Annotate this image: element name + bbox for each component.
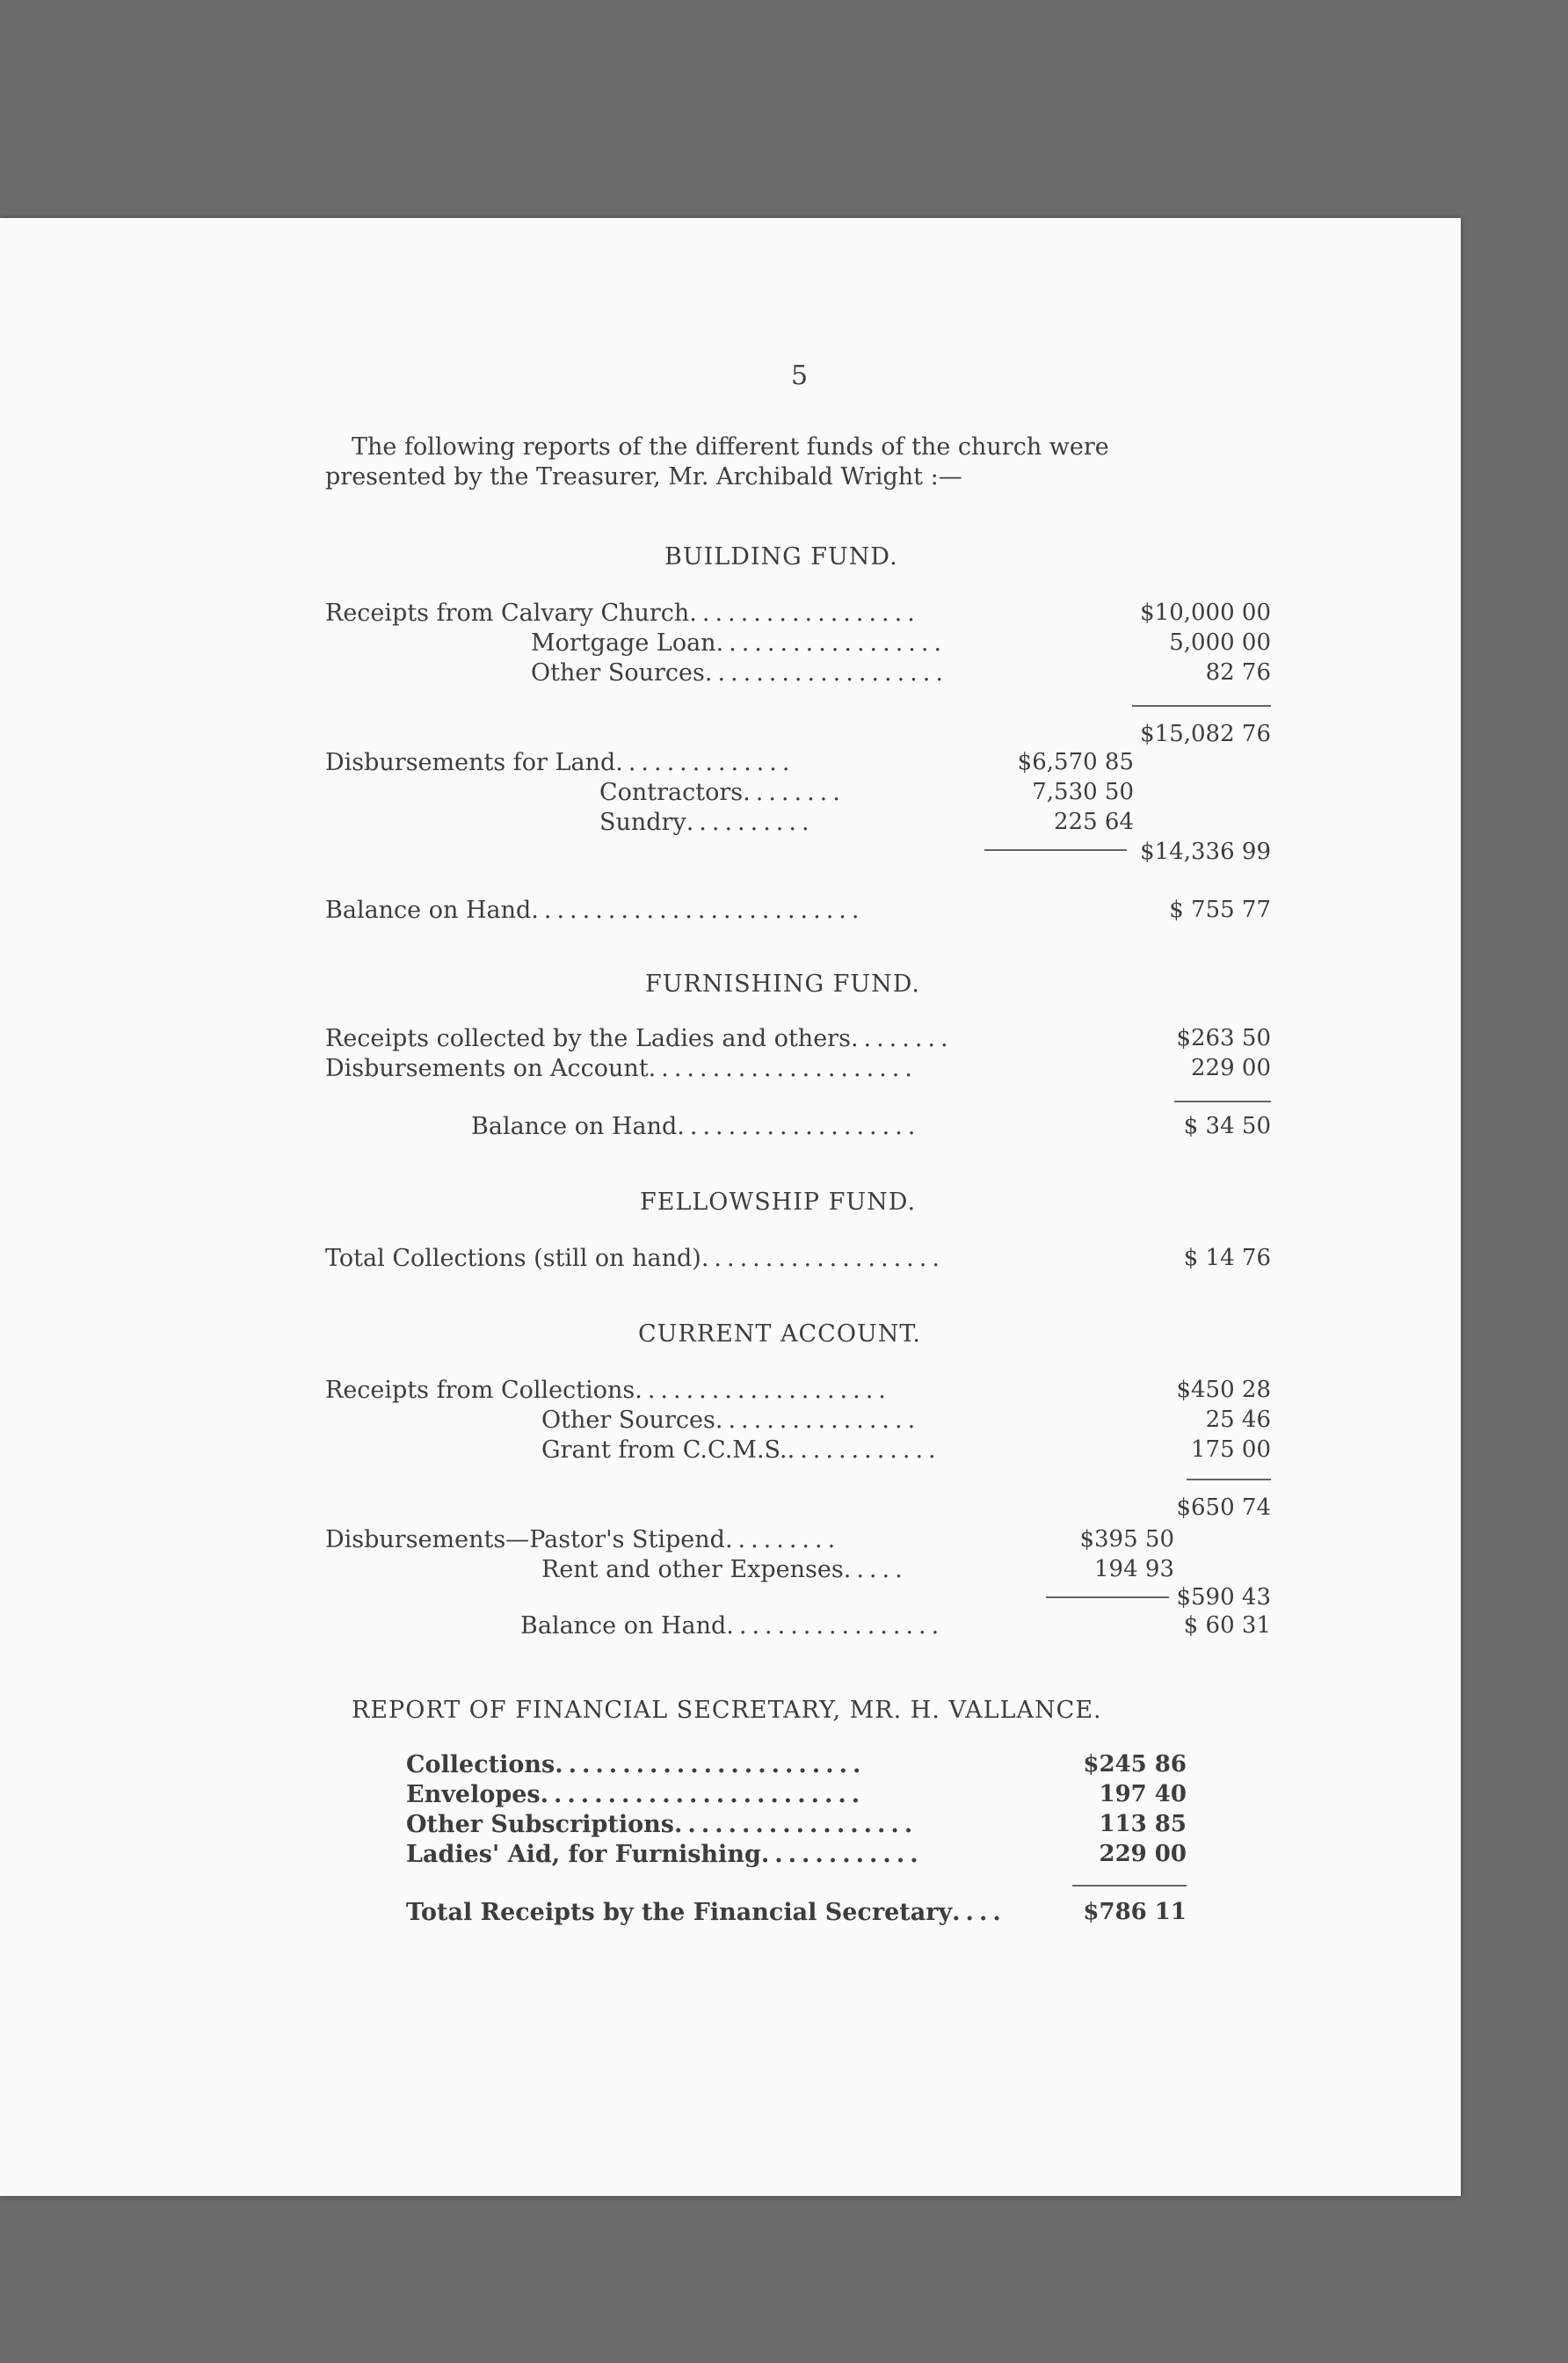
building-receipts-calvary-label: Receipts from Calvary Church..................: [325, 600, 920, 627]
intro-line-2: presented by the Treasurer, Mr. Archibald Wright :—: [325, 463, 962, 491]
building-receipts-rule: [1132, 705, 1271, 707]
financial-collections-amount: $245 86: [1083, 1751, 1187, 1778]
building-receipts-calvary-amount: $10,000 00: [1140, 600, 1271, 626]
building-balance-amount: $ 755 77: [1169, 897, 1271, 923]
fellowship-fund-heading: FELLOWSHIP FUND.: [640, 1189, 917, 1216]
financial-subs-label: Other Subscriptions..................: [406, 1811, 918, 1838]
furnishing-disb-amount: 229 00: [1191, 1055, 1271, 1081]
financial-rule: [1072, 1885, 1187, 1887]
financial-envelopes-label: Envelopes........................: [406, 1781, 866, 1808]
current-balance-amount: $ 60 31: [1183, 1612, 1271, 1639]
financial-subs-amount: 113 85: [1099, 1811, 1187, 1837]
building-land-label: Disbursements for Land..............: [325, 749, 795, 776]
current-receipts-rule: [1187, 1479, 1271, 1480]
current-grant-label: Grant from C.C.M.S.............: [541, 1436, 941, 1464]
building-sundry-amount: 225 64: [1054, 809, 1134, 835]
furnishing-balance-label: Balance on Hand...................: [471, 1113, 921, 1140]
building-mortgage-amount: 5,000 00: [1169, 629, 1271, 656]
current-grant-amount: 175 00: [1191, 1436, 1271, 1463]
current-rent-label: Rent and other Expenses.....: [541, 1556, 908, 1583]
financial-ladies-amount: 229 00: [1099, 1841, 1187, 1867]
page-number: 5: [791, 360, 809, 391]
furnishing-receipts-label: Receipts collected by the Ladies and others........: [325, 1025, 954, 1052]
financial-secretary-heading: REPORT OF FINANCIAL SECRETARY, MR. H. VALLANCE.: [352, 1697, 1102, 1724]
current-stipend-amount: $395 50: [1079, 1526, 1174, 1552]
current-stipend-label: Disbursements—Pastor's Stipend.........: [325, 1526, 841, 1553]
intro-line-1: The following reports of the different funds of the church were: [352, 433, 1109, 461]
building-sundry-label: Sundry..........: [599, 809, 815, 836]
furnishing-balance-amount: $ 34 50: [1183, 1113, 1271, 1139]
building-other-label: Other Sources...................: [531, 659, 948, 687]
current-receipts-total: $650 74: [1176, 1494, 1271, 1521]
building-receipts-total: $15,082 76: [1140, 721, 1271, 747]
current-collections-label: Receipts from Collections....................: [325, 1377, 891, 1404]
building-balance-label: Balance on Hand..........................: [325, 897, 865, 924]
building-disb-rule: [984, 849, 1127, 851]
financial-envelopes-amount: 197 40: [1099, 1781, 1187, 1807]
building-disb-total: $14,336 99: [1140, 839, 1271, 865]
furnishing-receipts-amount: $263 50: [1176, 1025, 1271, 1051]
financial-total-amount: $786 11: [1083, 1899, 1187, 1925]
furnishing-fund-heading: FURNISHING FUND.: [645, 971, 920, 998]
document-page: [0, 218, 1461, 2196]
current-other-amount: 25 46: [1205, 1407, 1271, 1433]
financial-total-label: Total Receipts by the Financial Secretary....: [406, 1899, 1006, 1926]
current-rent-amount: 194 93: [1094, 1556, 1174, 1582]
current-balance-label: Balance on Hand.................: [520, 1612, 945, 1640]
financial-collections-label: Collections.......................: [406, 1751, 867, 1778]
current-collections-amount: $450 28: [1176, 1377, 1271, 1403]
financial-ladies-label: Ladies' Aid, for Furnishing............: [406, 1841, 924, 1868]
fellowship-total-amount: $ 14 76: [1183, 1245, 1271, 1271]
building-other-amount: 82 76: [1205, 659, 1271, 686]
current-other-label: Other Sources................: [541, 1407, 921, 1434]
furnishing-disb-label: Disbursements on Account.....................: [325, 1055, 918, 1082]
building-fund-heading: BUILDING FUND.: [664, 543, 898, 571]
furnishing-rule: [1174, 1101, 1271, 1102]
building-land-amount: $6,570 85: [1017, 749, 1134, 775]
fellowship-total-label: Total Collections (still on hand)...................: [325, 1245, 945, 1272]
current-disb-total: $590 43: [1176, 1584, 1271, 1610]
current-account-heading: CURRENT ACCOUNT.: [638, 1320, 921, 1348]
building-contractors-label: Contractors........: [599, 779, 846, 806]
building-contractors-amount: 7,530 50: [1032, 779, 1134, 805]
building-mortgage-label: Mortgage Loan..................: [531, 629, 947, 657]
